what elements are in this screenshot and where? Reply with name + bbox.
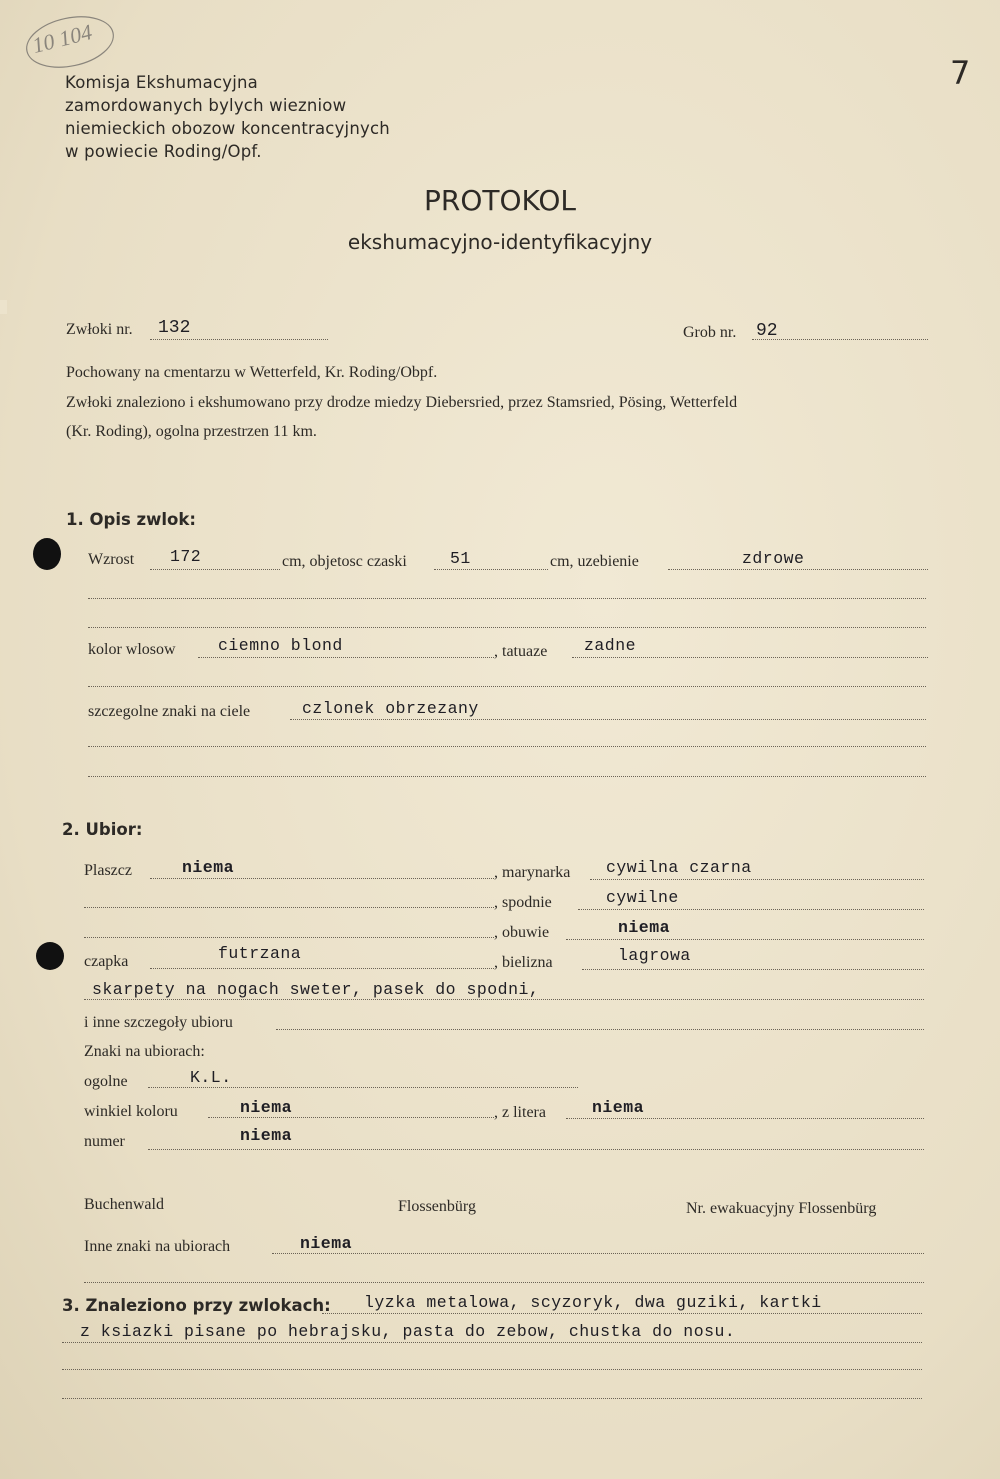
obuwie-left-line [84, 937, 494, 938]
blank-line [88, 598, 926, 599]
org-line-2: zamordowanych bylych wiezniow [65, 96, 347, 115]
spodnie-left-line [84, 907, 494, 908]
wzrost-value: 172 [170, 547, 202, 566]
bielizna-value: lagrowa [618, 946, 691, 965]
obuwie-label: , obuwie [494, 924, 550, 941]
litera-value: niema [592, 1098, 645, 1117]
ogolne-value: K.L. [190, 1068, 232, 1087]
ink-blot [36, 942, 64, 970]
znaleziono-line-1 [322, 1313, 922, 1314]
plaszcz-label: Plaszcz [84, 862, 132, 879]
grob-label: Grob nr. [683, 324, 737, 341]
czaska-line [434, 569, 548, 570]
bielizna-label: , bielizna [494, 954, 553, 971]
grob-line [752, 339, 928, 340]
page-number: 7 [950, 54, 971, 92]
blank-line [88, 746, 926, 747]
winkiel-line [208, 1117, 494, 1118]
zwloki-value: 132 [158, 318, 191, 338]
buchenwald-label: Buchenwald [84, 1196, 164, 1213]
archive-stamp [22, 12, 122, 70]
blank-line [62, 1398, 922, 1399]
winkiel-value: niema [240, 1098, 293, 1117]
blank-line [88, 686, 926, 687]
uzebienie-value: zdrowe [742, 549, 805, 568]
extra-line [84, 999, 924, 1000]
numer-line [148, 1149, 924, 1150]
torn-edge [0, 300, 7, 314]
czapka-value: futrzana [218, 944, 302, 963]
org-line-4: w powiecie Roding/Opf. [65, 142, 262, 161]
znaleziono-value-2: z ksiazki pisane po hebrajsku, pasta do zebow, chustka do nosu. [80, 1322, 736, 1341]
extra-ubior-value: skarpety na nogach sweter, pasek do spodni, [92, 980, 540, 999]
tatuaze-line [572, 657, 928, 658]
plaszcz-value: niema [182, 858, 235, 877]
section3-heading: 3. Znaleziono przy zwlokach: [62, 1296, 331, 1315]
numer-value: niema [240, 1126, 293, 1145]
ogolne-label: ogolne [84, 1073, 128, 1090]
czapka-label: czapka [84, 953, 129, 970]
inne-szczegoly-line [276, 1029, 924, 1030]
znaleziono-value-1: lyzka metalowa, scyzoryk, dwa guziki, kartki [364, 1293, 822, 1312]
grob-value: 92 [756, 321, 778, 341]
bielizna-line [582, 969, 924, 970]
org-header [65, 71, 390, 163]
obuwie-value: niema [618, 918, 671, 937]
flossenburg-label: Flossenbürg [398, 1198, 476, 1215]
tatuaze-value: zadne [584, 636, 637, 655]
numer-label: numer [84, 1133, 125, 1150]
litera-line [566, 1118, 924, 1119]
inne-znaki-value: niema [300, 1234, 353, 1253]
blank-line [62, 1369, 922, 1370]
spodnie-label: , spodnie [494, 894, 552, 911]
znaleziono-text-2: (Kr. Roding), ogolna przestrzen 11 km. [66, 423, 317, 440]
kolor-label: kolor wlosow [88, 641, 176, 658]
blank-line [84, 1282, 924, 1283]
ogolne-line [148, 1087, 578, 1088]
document-title: PROTOKOL [424, 184, 576, 217]
znaki-cialo-label: szczegolne znaki na ciele [88, 703, 251, 720]
spodnie-line [578, 909, 924, 910]
czaska-value: 51 [450, 549, 471, 568]
obuwie-line [566, 939, 924, 940]
archive-stamp-number: 10 104 [29, 19, 95, 58]
znaki-cialo-value: czlonek obrzezany [302, 699, 479, 718]
marynarka-label: , marynarka [494, 864, 571, 881]
znaki-ubiorach-label: Znaki na ubiorach: [84, 1043, 205, 1060]
blank-line [88, 627, 926, 628]
inne-znaki-line [272, 1253, 924, 1254]
marynarka-line [590, 879, 924, 880]
org-line-1: Komisja Ekshumacyjna [65, 73, 258, 92]
wzrost-label: Wzrost [88, 551, 135, 568]
inne-szczegoly-label: i inne szczegoły ubioru [84, 1014, 233, 1031]
wzrost-line [150, 569, 280, 570]
kolor-value: ciemno blond [218, 636, 343, 655]
czaska-label: cm, objetosc czaski [282, 553, 407, 570]
zwloki-label: Zwłoki nr. [66, 321, 133, 338]
kolor-line [198, 657, 494, 658]
spodnie-value: cywilne [606, 888, 679, 907]
section1-heading: 1. Opis zwlok: [66, 510, 196, 529]
plaszcz-line [150, 878, 494, 879]
marynarka-value: cywilna czarna [606, 858, 752, 877]
org-line-3: niemieckich obozow koncentracyjnych [65, 119, 390, 138]
znaleziono-text-1: Zwłoki znaleziono i ekshumowano przy drodze miedzy Diebersried, przez Stamsried, Pösing, Wetterfeld [66, 394, 738, 411]
litera-label: , z litera [494, 1104, 546, 1121]
document-subtitle: ekshumacyjno-identyfikacyjny [347, 230, 653, 254]
blank-line [88, 776, 926, 777]
winkiel-label: winkiel koloru [84, 1103, 178, 1120]
czapka-line [150, 968, 494, 969]
pochowany-text: Pochowany na cmentarzu w Wetterfeld, Kr. Roding/Obpf. [66, 364, 438, 381]
ink-blot [33, 538, 61, 570]
zwloki-line [150, 339, 328, 340]
ewakuacyjny-label: Nr. ewakuacyjny Flossenbürg [686, 1200, 877, 1217]
uzebienie-line [668, 569, 928, 570]
znaleziono-line-2 [62, 1342, 922, 1343]
uzebienie-label: cm, uzebienie [550, 553, 639, 570]
znaki-cialo-line [290, 719, 926, 720]
inne-znaki-label: Inne znaki na ubiorach [84, 1238, 231, 1255]
section2-heading: 2. Ubior: [62, 820, 143, 839]
tatuaze-label: , tatuaze [494, 643, 548, 660]
